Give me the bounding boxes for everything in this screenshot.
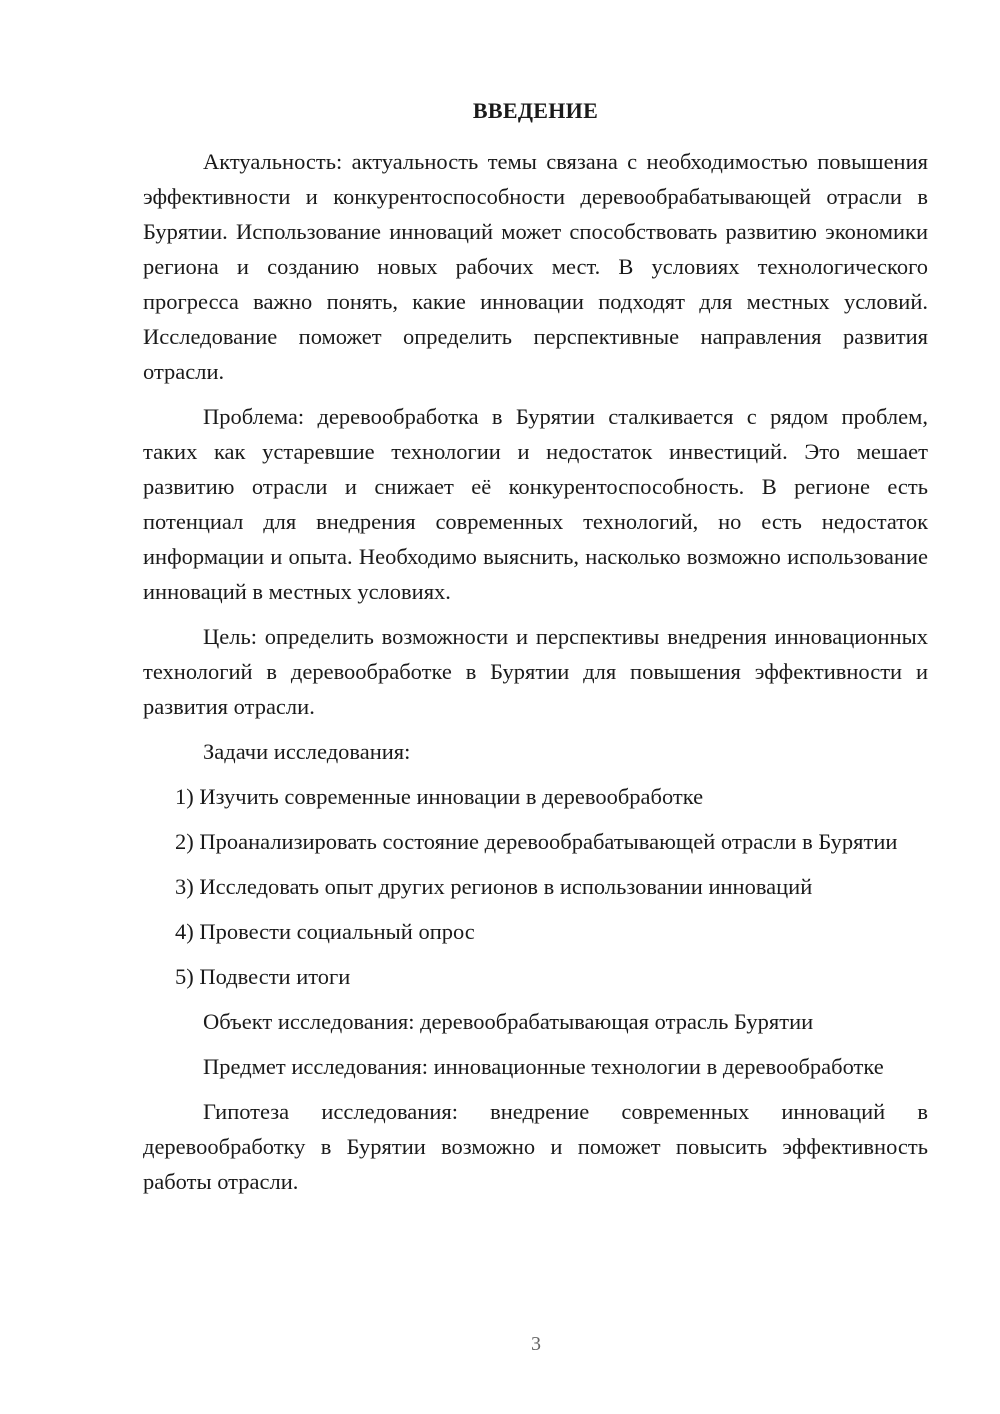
task-item-4: 4) Провести социальный опрос: [175, 919, 475, 944]
goal-paragraph: Цель: определить возможности и перспективы внедрения инновационных технологий в деревообработке в Бурятии для повышения эффективности и развития отрасли.: [143, 624, 928, 719]
page-number: 3: [531, 1333, 541, 1355]
task-item-2: 2) Проанализировать состояние деревообрабатывающей отрасли в Бурятии: [175, 829, 898, 854]
problem-paragraph: Проблема: деревообработка в Бурятии сталкивается с рядом проблем, таких как устаревшие технологии и недостаток инвестиций. Это мешает развитию отрасли и снижает её конкурентоспособность. В регионе есть потенциал для внедрения современных технологий, но есть недостаток информации и опыта. Необходимо выяснить, насколько возможно использование инноваций в местных условиях.: [143, 404, 928, 604]
task-item-3: 3) Исследовать опыт других регионов в использовании инноваций: [175, 874, 813, 899]
document-page: [143, 96, 928, 1209]
hypothesis-paragraph: Гипотеза исследования: внедрение современных инноваций в деревообработку в Бурятии возможно и поможет повысить эффективность работы отрасли.: [143, 1099, 928, 1194]
tasks-heading: Задачи исследования:: [203, 739, 411, 764]
relevance-paragraph: Актуальность: актуальность темы связана с необходимостью повышения эффективности и конкурентоспособности деревообрабатывающей отрасли в Бурятии. Использование инноваций может способствовать развитию экономики региона и созданию новых рабочих мест. В условиях технологического прогресса важно понять, какие инновации подходят для местных условий. Исследование поможет определить перспективные направления развития отрасли.: [143, 149, 928, 384]
object-paragraph: Объект исследования: деревообрабатывающая отрасль Бурятии: [203, 1009, 814, 1034]
task-item-1: 1) Изучить современные инновации в деревообработке: [175, 784, 704, 809]
page-title: ВВЕДЕНИЕ: [472, 98, 599, 123]
subject-paragraph: Предмет исследования: инновационные технологии в деревообработке: [203, 1054, 884, 1079]
task-item-5: 5) Подвести итоги: [175, 964, 351, 989]
